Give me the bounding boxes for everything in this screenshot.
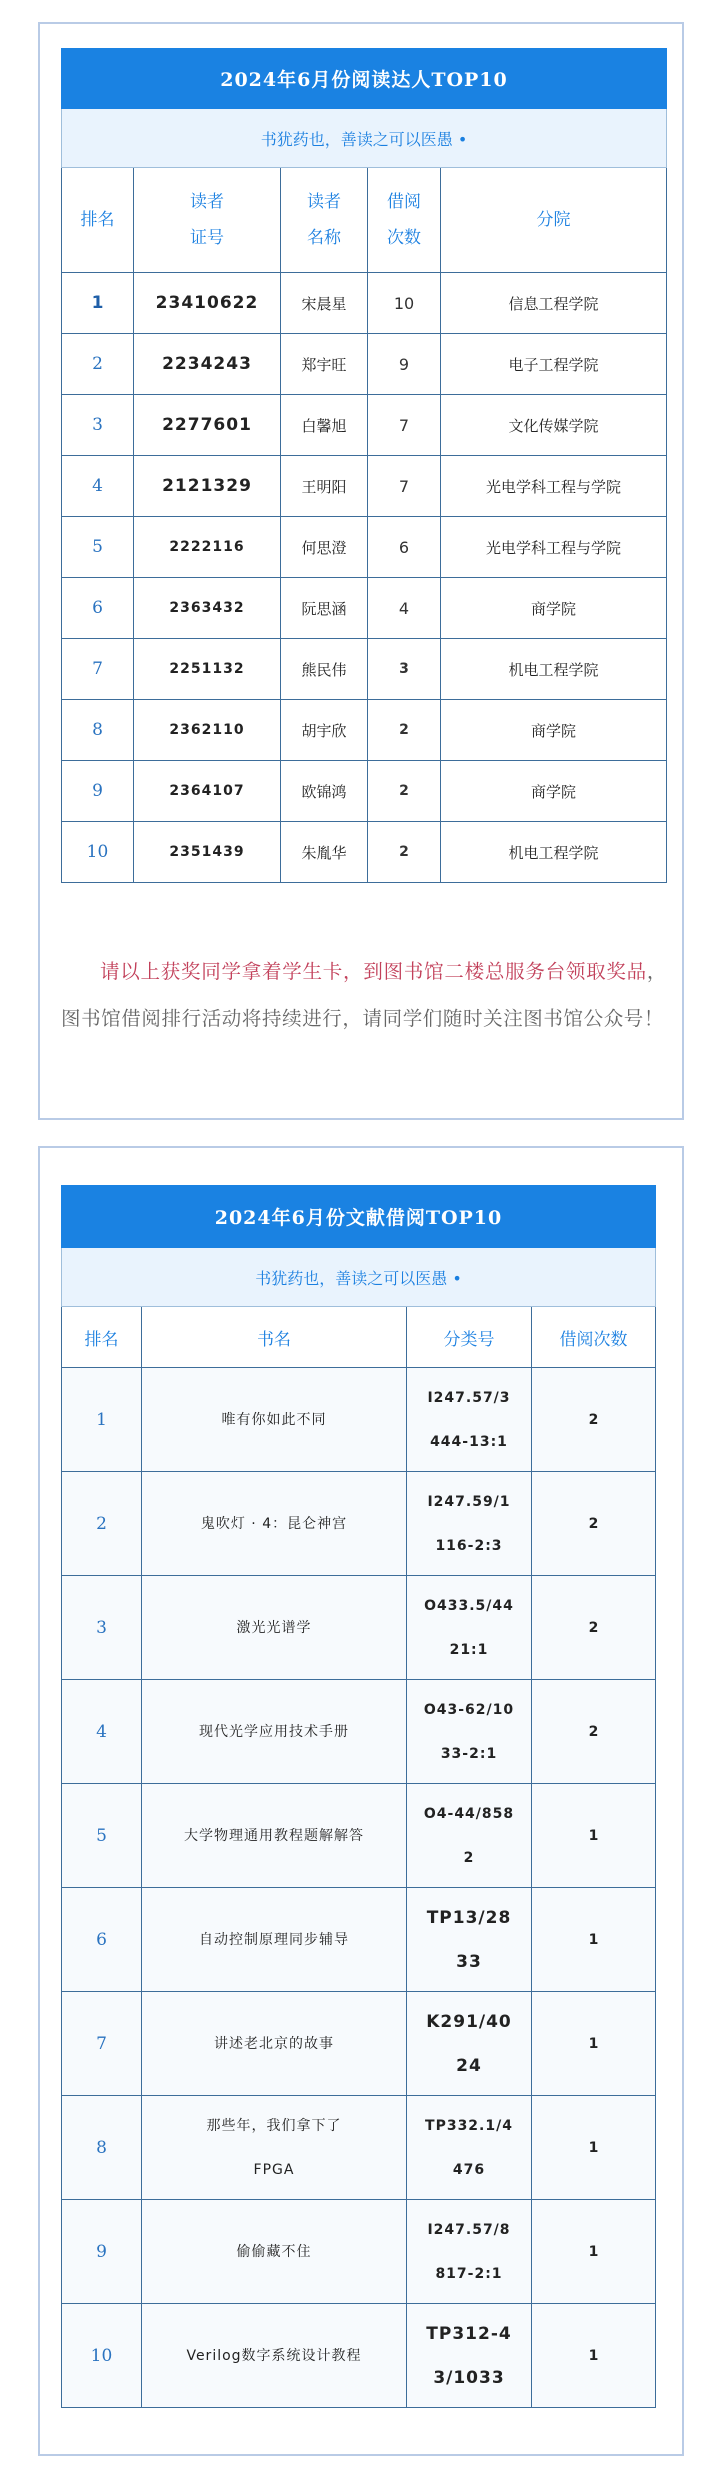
- borrow-count-cell: 9: [368, 334, 441, 395]
- borrow-count-cell: 2: [532, 1472, 656, 1576]
- header-college: 分院: [441, 168, 667, 273]
- table-row: [62, 822, 667, 883]
- table-row: [62, 273, 667, 334]
- table-row: [62, 517, 667, 578]
- class-no-cell: O4-44/858 2: [407, 1784, 532, 1888]
- class-no-cell: TP332.1/4 476: [407, 2096, 532, 2200]
- table-row: [62, 2200, 656, 2304]
- reader-ranking-title: 2024年6月份阅读达人TOP10: [62, 49, 667, 109]
- borrow-count-cell: 2: [368, 700, 441, 761]
- rank-cell: 6: [62, 1888, 142, 1992]
- college-cell: 光电学科工程与学院: [441, 517, 667, 578]
- rank-cell: 10: [62, 2304, 142, 2408]
- borrow-count-cell: 10: [368, 273, 441, 334]
- card-no-cell: 2121329: [134, 456, 281, 517]
- rank-cell: 9: [62, 2200, 142, 2304]
- borrow-count-cell: 2: [368, 761, 441, 822]
- card-no-cell: 2277601: [134, 395, 281, 456]
- borrow-count-cell: 2: [532, 1576, 656, 1680]
- class-no-cell: O43-62/10 33-2:1: [407, 1680, 532, 1784]
- award-notice-highlight: 请以上获奖同学拿着学生卡，到图书馆二楼总服务台领取奖品: [100, 960, 647, 983]
- card-no-cell: 2363432: [134, 578, 281, 639]
- table-row: [62, 1472, 656, 1576]
- borrow-count-cell: 1: [532, 1784, 656, 1888]
- college-cell: 电子工程学院: [441, 334, 667, 395]
- class-no-cell: TP13/28 33: [407, 1888, 532, 1992]
- college-cell: 信息工程学院: [441, 273, 667, 334]
- borrow-count-cell: 2: [532, 1680, 656, 1784]
- class-no-cell: I247.57/8 817-2:1: [407, 2200, 532, 2304]
- book-title-cell: 偷偷藏不住: [142, 2200, 407, 2304]
- card-no-cell: 2364107: [134, 761, 281, 822]
- card-no-cell: 2362110: [134, 700, 281, 761]
- award-notice-text: ，图书馆借阅排行活动将持续进行，请同学们随时关注图书馆公众号！: [61, 960, 667, 1030]
- book-ranking-table: [61, 1185, 656, 2408]
- header-card-no: 读者 证号: [134, 168, 281, 273]
- card-no-cell: 2351439: [134, 822, 281, 883]
- book-title-cell: 唯有你如此不同: [142, 1368, 407, 1472]
- header-class-no: 分类号: [407, 1307, 532, 1368]
- borrow-count-cell: 2: [532, 1368, 656, 1472]
- reader-name-cell: 熊民伟: [281, 639, 368, 700]
- book-title-cell: 讲述老北京的故事: [142, 1992, 407, 2096]
- book-title-cell: 鬼吹灯 · 4：昆仑神宫: [142, 1472, 407, 1576]
- rank-cell: 10: [62, 822, 134, 883]
- rank-cell: 8: [62, 700, 134, 761]
- borrow-count-cell: 1: [532, 1888, 656, 1992]
- table-row: [62, 761, 667, 822]
- book-title-cell: 现代光学应用技术手册: [142, 1680, 407, 1784]
- table-row: [62, 456, 667, 517]
- class-no-cell: TP312-4 3/1033: [407, 2304, 532, 2408]
- card-no-cell: 2234243: [134, 334, 281, 395]
- table-row: [62, 2096, 656, 2200]
- class-no-cell: I247.57/3 444-13:1: [407, 1368, 532, 1472]
- rank-cell: 4: [62, 1680, 142, 1784]
- reader-name-cell: 郑宇旺: [281, 334, 368, 395]
- rank-cell: 8: [62, 2096, 142, 2200]
- header-reader-name: 读者 名称: [281, 168, 368, 273]
- header-rank: 排名: [62, 1307, 142, 1368]
- rank-cell: 6: [62, 578, 134, 639]
- borrow-count-cell: 7: [368, 456, 441, 517]
- borrow-count-cell: 4: [368, 578, 441, 639]
- borrow-count-cell: 1: [532, 1992, 656, 2096]
- reader-name-cell: 朱胤华: [281, 822, 368, 883]
- borrow-count-cell: 3: [368, 639, 441, 700]
- table-row: [62, 2304, 656, 2408]
- book-title-cell: 大学物理通用教程题解解答: [142, 1784, 407, 1888]
- table-row: [62, 578, 667, 639]
- reader-name-cell: 白馨旭: [281, 395, 368, 456]
- reader-ranking-motto: 书犹药也，善读之可以医愚 •: [62, 109, 667, 168]
- borrow-count-cell: 1: [532, 2096, 656, 2200]
- reader-name-cell: 何思澄: [281, 517, 368, 578]
- header-rank: 排名: [62, 168, 134, 273]
- table-row: [62, 334, 667, 395]
- borrow-count-cell: 2: [368, 822, 441, 883]
- college-cell: 机电工程学院: [441, 822, 667, 883]
- book-title-cell: Verilog数字系统设计教程: [142, 2304, 407, 2408]
- rank-cell: 7: [62, 1992, 142, 2096]
- college-cell: 商学院: [441, 700, 667, 761]
- table-row: [62, 395, 667, 456]
- rank-cell: 4: [62, 456, 134, 517]
- college-cell: 机电工程学院: [441, 639, 667, 700]
- table-row: [62, 1576, 656, 1680]
- college-cell: 文化传媒学院: [441, 395, 667, 456]
- rank-cell: 5: [62, 1784, 142, 1888]
- rank-cell: 3: [62, 1576, 142, 1680]
- book-ranking-motto: 书犹药也，善读之可以医愚 •: [62, 1248, 656, 1307]
- book-title-cell: 自动控制原理同步辅导: [142, 1888, 407, 1992]
- table-row: [62, 639, 667, 700]
- header-borrow-count: 借阅次数: [532, 1307, 656, 1368]
- rank-cell: 3: [62, 395, 134, 456]
- table-row: [62, 1992, 656, 2096]
- reader-ranking-table: [61, 48, 667, 883]
- borrow-count-cell: 1: [532, 2200, 656, 2304]
- rank-cell: 5: [62, 517, 134, 578]
- card-no-cell: 23410622: [134, 273, 281, 334]
- borrow-count-cell: 6: [368, 517, 441, 578]
- rank-cell: 2: [62, 334, 134, 395]
- header-borrow-count: 借阅 次数: [368, 168, 441, 273]
- table-row: [62, 700, 667, 761]
- rank-cell: 1: [62, 1368, 142, 1472]
- table-row: [62, 1784, 656, 1888]
- header-book-title: 书名: [142, 1307, 407, 1368]
- rank-cell: 9: [62, 761, 134, 822]
- class-no-cell: O433.5/44 21:1: [407, 1576, 532, 1680]
- college-cell: 光电学科工程与学院: [441, 456, 667, 517]
- book-ranking-title: 2024年6月份文献借阅TOP10: [62, 1186, 656, 1248]
- table-row: [62, 1680, 656, 1784]
- class-no-cell: I247.59/1 116-2:3: [407, 1472, 532, 1576]
- table-row: [62, 1368, 656, 1472]
- card-no-cell: 2251132: [134, 639, 281, 700]
- reader-name-cell: 宋晨星: [281, 273, 368, 334]
- reader-name-cell: 欧锦鸿: [281, 761, 368, 822]
- book-title-cell: 激光光谱学: [142, 1576, 407, 1680]
- rank-cell: 1: [62, 273, 134, 334]
- table-row: [62, 1888, 656, 1992]
- borrow-count-cell: 7: [368, 395, 441, 456]
- college-cell: 商学院: [441, 578, 667, 639]
- card-no-cell: 2222116: [134, 517, 281, 578]
- class-no-cell: K291/40 24: [407, 1992, 532, 2096]
- reader-name-cell: 王明阳: [281, 456, 368, 517]
- rank-cell: 2: [62, 1472, 142, 1576]
- book-title-cell: 那些年，我们拿下了 FPGA: [142, 2096, 407, 2200]
- reader-name-cell: 阮思涵: [281, 578, 368, 639]
- award-notice: [61, 948, 667, 1042]
- reader-name-cell: 胡宇欣: [281, 700, 368, 761]
- rank-cell: 7: [62, 639, 134, 700]
- borrow-count-cell: 1: [532, 2304, 656, 2408]
- college-cell: 商学院: [441, 761, 667, 822]
